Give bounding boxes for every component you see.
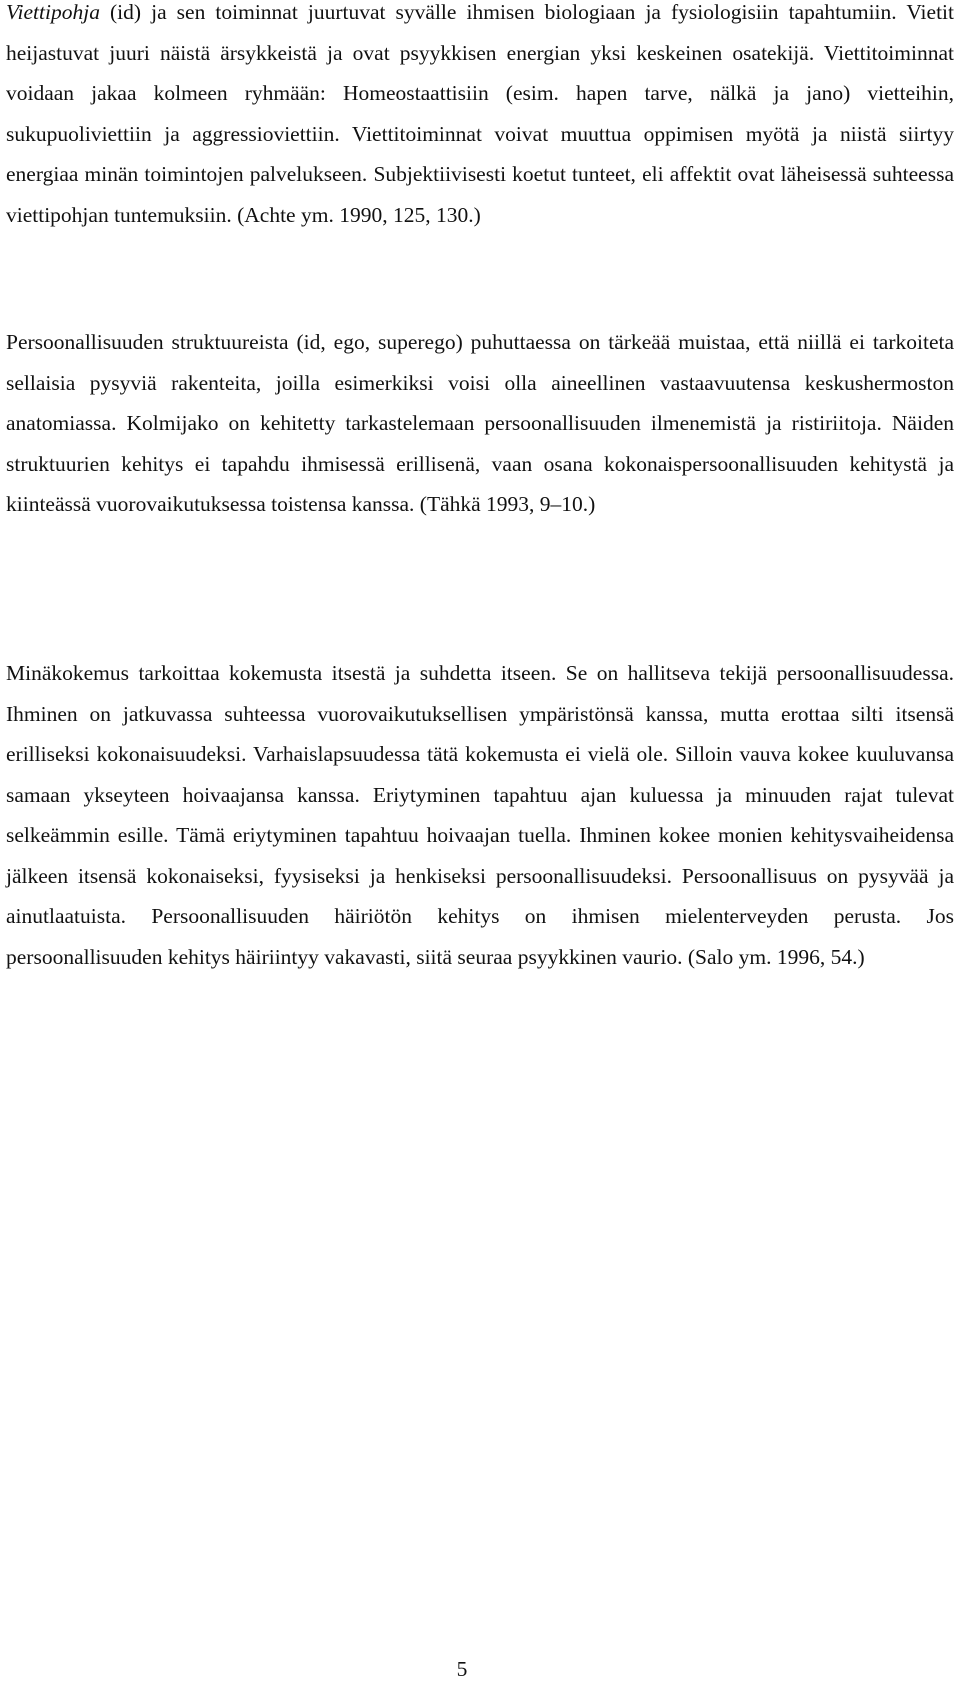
paragraph-1-text: (id) ja sen toiminnat juurtuvat syvälle ihmisen biologiaan ja fysiologisiin tapahtumiin. Vietit heijastuvat juuri näistä ärsykkeistä ja ovat psyykkisen energian yksi keskeinen osatekijä. Viettitoiminnat voidaan jakaa kolmeen ryhmään: Homeostaattisiin (esim. hapen tarve, nälkä ja jano) vietteihin, sukupuoliviettiin ja aggressioviettiin. Viettitoiminnat voivat muuttua oppimisen myötä ja niistä siirtyy energiaa minän toimintojen palvelukseen. Subjektiivisesti koetut tunteet, eli affektit ovat läheisessä suhteessa viettipohjan tuntemuksiin. (Achte ym. 1990, 125, 130.)	[6, 0, 954, 227]
paragraph-struktuurit	[6, 322, 954, 525]
paragraph-2-text: Persoonallisuuden struktuureista (id, ego, superego) puhuttaessa on tärkeää muistaa, että niillä ei tarkoiteta sellaisia pysyviä rakenteita, joilla esimerkiksi voisi olla aineellinen vastaavuutensa keskushermoston anatomiassa. Kolmijako on kehitetty tarkastelemaan persoonallisuuden ilmenemistä ja ristiriitoja. Näiden struktuurien kehitys ei tapahdu ihmisessä erillisenä, vaan osana kokonaispersoonallisuuden kehitystä ja kiinteässä vuorovaikutuksessa toistensa kanssa. (Tähkä 1993, 9–10.)	[6, 330, 954, 516]
page-number-text: 5	[456, 1657, 468, 1681]
page-number	[0, 1654, 960, 1684]
paragraph-minakokemus	[6, 653, 954, 977]
italic-term-viettipohja: Viettipohja	[6, 0, 100, 24]
paragraph-viettipohja	[6, 0, 954, 235]
paragraph-3-text: Minäkokemus tarkoittaa kokemusta itsestä ja suhdetta itseen. Se on hallitseva tekijä persoonallisuudessa. Ihminen on jatkuvassa suhteessa vuorovaikutuksellisen ympäristönsä kanssa, mutta erottaa silti itsensä erilliseksi kokonaisuudeksi. Varhaislapsuudessa tätä kokemusta ei vielä ole. Silloin vauva kokee kuuluvansa samaan ykseyteen hoivaajansa kanssa. Eriytyminen tapahtuu ajan kuluessa ja minuuden rajat tulevat selkeämmin esille. Tämä eriytyminen tapahtuu hoivaajan tuella. Ihminen kokee monien kehitysvaiheidensa jälkeen itsensä kokonaiseksi, fyysiseksi ja henkiseksi persoonallisuudeksi. Persoonallisuus on pysyvää ja ainutlaatuista. Persoonallisuuden häiriötön kehitys on ihmisen mielenterveyden perusta. Jos persoonallisuuden kehitys häiriintyy vakavasti, siitä seuraa psyykkinen vaurio. (Salo ym. 1996, 54.)	[6, 661, 954, 969]
